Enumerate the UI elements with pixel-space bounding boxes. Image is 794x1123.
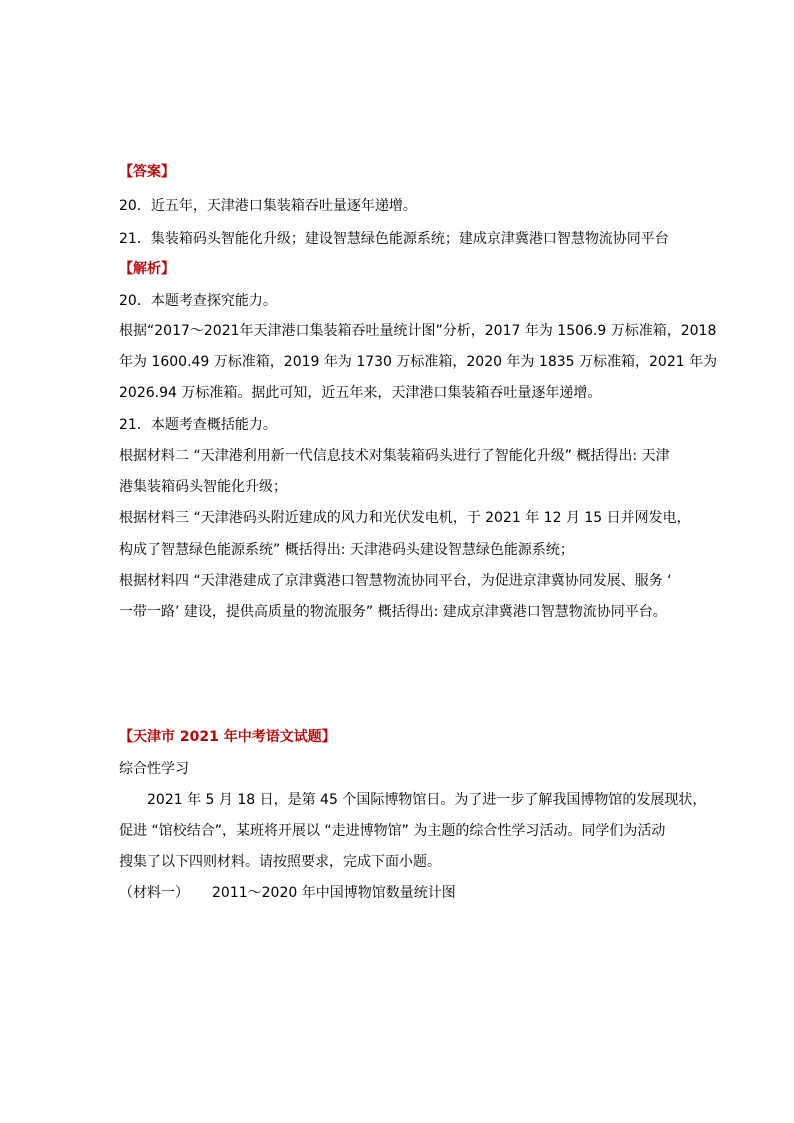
analysis-line: 21．本题考查概括能力。: [119, 417, 277, 433]
analysis-line: 构成了智慧绿色能源系统” 概括得出: 天津港码头建设智慧绿色能源系统；: [119, 542, 574, 558]
exam-subtitle: 综合性学习: [119, 761, 189, 777]
analysis-line: 根据材料二 “天津港利用新一代信息技术对集装箱码头进行了智能化升级” 概括得出: 天津: [119, 448, 670, 464]
exam-heading: 【天津市 2021 年中考语文试题】: [119, 729, 336, 745]
analysis-line: 年为 1600.49 万标准箱，2019 年为 1730 万标准箱，2020 年为 1835 万标准箱，2021 年为: [119, 354, 718, 370]
material-label: （材料一）: [119, 885, 189, 901]
exam-paragraph-line: 2021 年 5 月 18 日，是第 45 个国际博物馆日。为了进一步了解我国博物馆的发展现状，: [147, 792, 707, 808]
analysis-line: 根据材料四 “天津港建成了京津冀港口智慧物流协同平台，为促进京津冀协同发展、服务 ‘: [119, 573, 672, 589]
material-title: 2011～2020 年中国博物馆数量统计图: [212, 885, 456, 901]
answer-line-20: 20．近五年，天津港口集装箱吞吐量逐年递增。: [119, 198, 417, 214]
answer-line-21: 21．集装箱码头智能化升级；建设智慧绿色能源系统；建成京津冀港口智慧物流协同平台: [119, 231, 669, 247]
exam-paragraph-line: 促进 “馆校结合”，某班将开展以 “走进博物馆” 为主题的综合性学习活动。同学们为活动: [119, 823, 666, 839]
analysis-heading: 【解析】: [119, 261, 175, 277]
analysis-line: 20．本题考查探究能力。: [119, 293, 277, 309]
analysis-line: 2026.94 万标准箱。据此可知，近五年来，天津港口集装箱吞吐量逐年递增。: [119, 385, 602, 401]
analysis-line: 港集装箱码头智能化升级；: [119, 479, 287, 495]
answer-heading: 【答案】: [119, 164, 175, 180]
analysis-line: 一带一路’ 建设，提供高质量的物流服务” 概括得出: 建成京津冀港口智慧物流协同平台。: [119, 604, 667, 620]
exam-paragraph-line: 搜集了以下四则材料。请按照要求，完成下面小题。: [119, 854, 441, 870]
analysis-line: 根据材料三 “天津港码头附近建成的风力和光伏发电机，于 2021 年 12 月 15 日并网发电，: [119, 510, 691, 526]
analysis-line: 根据“2017～2021年天津港口集装箱吞吐量统计图”分析，2017 年为 1506.9 万标准箱，2018: [119, 323, 717, 339]
